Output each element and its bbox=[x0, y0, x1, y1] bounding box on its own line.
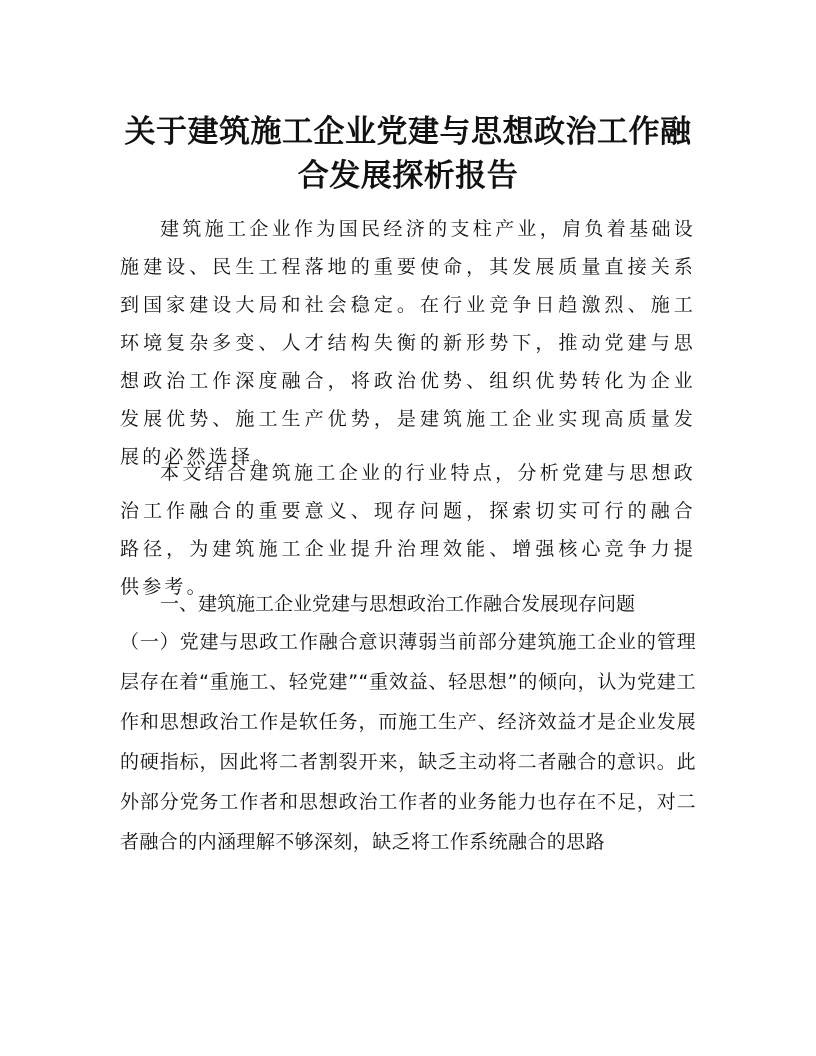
section-paragraph: （一）党建与思政工作融合意识薄弱当前部分建筑施工企业的管理层存在着“重施工、轻党建”“重效益、轻思想”的倾向，认为党建工作和思想政治工作是软任务，而施工生产、经济效益才是企业发展的硬指标，因此将二者割裂开来，缺乏主动将二者融合的意识。此外部分党务工作者和思想政治工作者的业务能力也存在不足，对二者融合的内涵理解不够深刻，缺乏将工作系统融合的思路 bbox=[120, 631, 696, 853]
purpose-paragraph: 本文结合建筑施工企业的行业特点，分析党建与思想政治工作融合的重要意义、现存问题，探索切实可行的融合路径，为建筑施工企业提升治理效能、增强核心竞争力提供参考。 bbox=[120, 462, 696, 598]
section-heading: 一、建筑施工企业党建与思想政治工作融合发展现存问题 bbox=[160, 593, 636, 615]
document-title: 关于建筑施工企业党建与思想政治工作融合发展探析报告 bbox=[124, 114, 692, 194]
intro-paragraph: 建筑施工企业作为国民经济的支柱产业，肩负着基础设施建设、民生工程落地的重要使命，其发展质量直接关系到国家建设大局和社会稳定。在行业竞争日趋激烈、施工环境复杂多变、人才结构失衡的新形势下，推动党建与思想政治工作深度融合，将政治优势、组织优势转化为企业发展优势、施工生产优势，是建筑施工企业实现高质量发展的必然选择。 bbox=[120, 218, 696, 468]
